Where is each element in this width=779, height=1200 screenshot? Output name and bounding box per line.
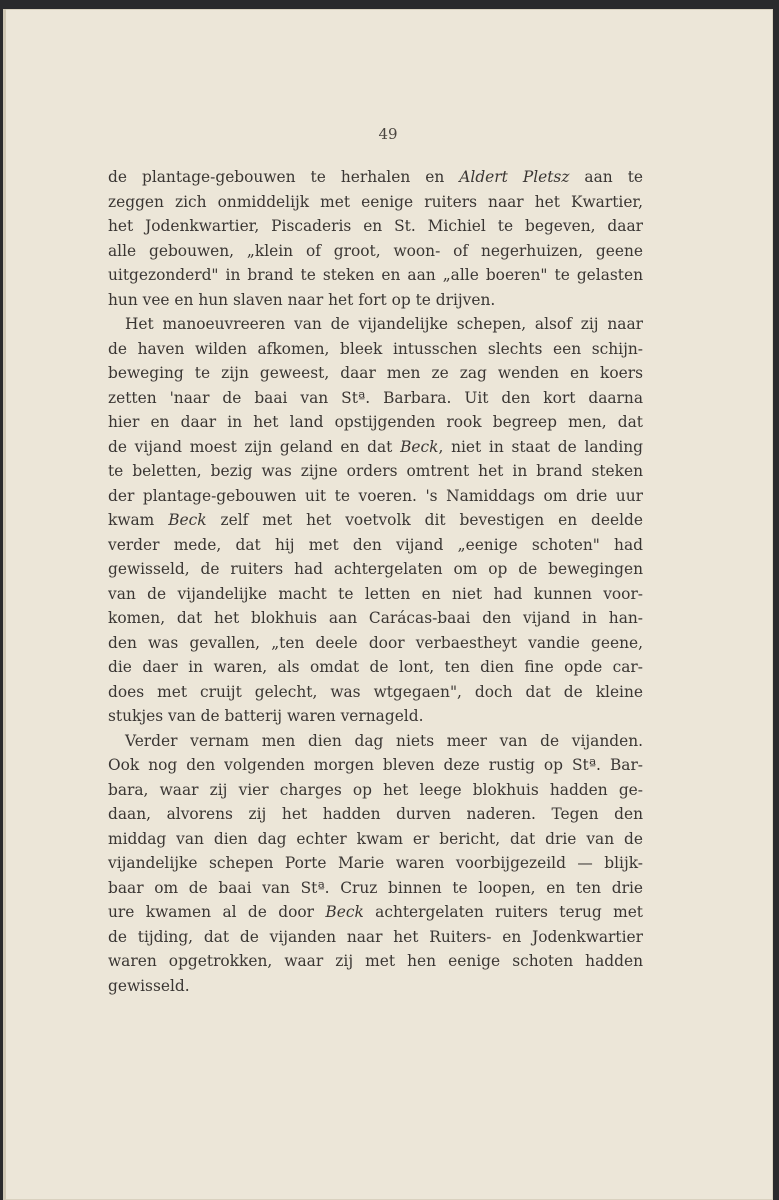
text-segment: middag van dien dag echter kwam er bericht, dat drie van de bbox=[108, 829, 643, 848]
text-segment: Verder vernam men dien dag niets meer van de vijanden. bbox=[125, 731, 643, 750]
text-segment: het Jodenkwartier, Piscaderis en St. Michiel te begeven, daar bbox=[108, 217, 643, 235]
text-segment: Het manoeuvreeren van de vijandelijke schepen, alsof zij naar bbox=[125, 315, 643, 333]
text-segment: hun vee en hun slaven naar het fort op te drijven. bbox=[108, 290, 496, 309]
text-segment: ure kwamen al de door bbox=[108, 903, 326, 921]
text-line bbox=[108, 778, 643, 803]
text-segment: te beletten, bezig was zijne orders omtrent het in brand steken bbox=[108, 462, 643, 480]
text-line bbox=[108, 900, 643, 925]
text-segment: daan, alvorens zij het hadden durven naderen. Tegen den bbox=[108, 805, 643, 823]
text-line bbox=[108, 851, 643, 876]
text-line bbox=[108, 190, 643, 215]
text-segment: waren opgetrokken, waar zij met hen eenige schoten hadden bbox=[108, 952, 643, 970]
text-segment: bara, waar zij vier charges op het leege blokhuis hadden ge- bbox=[108, 780, 643, 799]
text-line bbox=[108, 827, 643, 852]
text-line bbox=[108, 557, 643, 582]
text-segment: der plantage-gebouwen uit te voeren. 's Namiddags om drie uur bbox=[108, 486, 643, 505]
text-line bbox=[108, 312, 643, 337]
text-segment: baar om de baai van Stª. Cruz binnen te loopen, en ten drie bbox=[108, 878, 643, 897]
page-number: 49 bbox=[378, 125, 398, 143]
text-segment: hier en daar in het land opstijgenden rook begreep men, dat bbox=[108, 413, 643, 431]
text-line bbox=[108, 533, 643, 558]
text-segment: aan te bbox=[569, 168, 643, 186]
text-segment: zeggen zich onmiddelijk met eenige ruiters naar het Kwartier, bbox=[108, 192, 643, 211]
text-segment: , niet in staat de landing bbox=[438, 437, 644, 456]
text-segment: vijandelijke schepen Porte Marie waren voorbijgezeild — blijk- bbox=[108, 854, 643, 872]
text-segment: does met cruijt gelecht, was wtgegaen", doch dat de kleine bbox=[108, 682, 643, 701]
text-line bbox=[108, 680, 643, 705]
text-segment: zelf met het voetvolk dit bevestigen en deelde bbox=[206, 511, 643, 529]
text-segment: Ook nog den volgenden morgen bleven deze rustig op Stª. Bar- bbox=[108, 756, 643, 774]
text-line bbox=[108, 753, 643, 778]
book-page bbox=[3, 9, 773, 1200]
text-line bbox=[108, 876, 643, 901]
text-line bbox=[108, 631, 643, 656]
text-line bbox=[108, 288, 643, 313]
text-line bbox=[108, 361, 643, 386]
text-line bbox=[108, 214, 643, 239]
text-segment: komen, dat het blokhuis aan Carácas-baai den vijand in han- bbox=[108, 609, 643, 627]
text-segment: de vijand moest zijn geland en dat bbox=[108, 437, 401, 456]
text-segment: de haven wilden afkomen, bleek intusschen slechts een schijn- bbox=[108, 339, 643, 358]
text-line bbox=[108, 263, 643, 288]
text-segment: de tijding, dat de vijanden naar het Ruiters- en Jodenkwartier bbox=[108, 927, 643, 946]
text-line bbox=[108, 925, 643, 950]
text-line bbox=[108, 729, 643, 754]
body-text bbox=[108, 165, 643, 998]
text-segment: zetten 'naar de baai van Stª. Barbara. Uit den kort daarna bbox=[108, 388, 643, 407]
text-segment: uitgezonderd" in brand te steken en aan „alle boeren" te gelasten bbox=[108, 266, 643, 284]
text-line bbox=[108, 410, 643, 435]
text-line bbox=[108, 704, 643, 729]
text-segment: stukjes van de batterij waren vernageld. bbox=[108, 707, 424, 725]
italic-name: Aldert Pletsz bbox=[459, 168, 570, 186]
text-line bbox=[108, 949, 643, 974]
text-line bbox=[108, 508, 643, 533]
italic-name: Beck bbox=[325, 903, 364, 921]
italic-name: Beck bbox=[168, 511, 207, 529]
text-line bbox=[108, 802, 643, 827]
text-line bbox=[108, 337, 643, 362]
text-line bbox=[108, 165, 643, 190]
text-segment: alle gebouwen, „klein of groot, woon- of negerhuizen, geene bbox=[108, 241, 643, 260]
text-segment: gewisseld. bbox=[108, 976, 190, 995]
text-line bbox=[108, 239, 643, 264]
text-line bbox=[108, 459, 643, 484]
text-segment: den was gevallen, „ten deele door verbaestheyt vandie geene, bbox=[108, 633, 643, 652]
text-line bbox=[108, 606, 643, 631]
text-line bbox=[108, 974, 643, 999]
text-line bbox=[108, 386, 643, 411]
text-segment: die daer in waren, als omdat de lont, ten dien fine opde car- bbox=[108, 658, 643, 676]
text-segment: gewisseld, de ruiters had achtergelaten om op de bewegingen bbox=[108, 560, 643, 578]
text-segment: beweging te zijn geweest, daar men ze zag wenden en koers bbox=[108, 364, 643, 382]
text-segment: achtergelaten ruiters terug met bbox=[363, 903, 643, 921]
text-segment: de plantage-gebouwen te herhalen en bbox=[108, 168, 460, 186]
text-line bbox=[108, 655, 643, 680]
text-segment: van de vijandelijke macht te letten en niet had kunnen voor- bbox=[108, 584, 643, 603]
text-line bbox=[108, 435, 643, 460]
text-line bbox=[108, 582, 643, 607]
italic-name: Beck bbox=[400, 437, 439, 456]
text-segment: verder mede, dat hij met den vijand „eenige schoten" had bbox=[108, 535, 643, 554]
text-line bbox=[108, 484, 643, 509]
text-segment: kwam bbox=[108, 511, 169, 529]
